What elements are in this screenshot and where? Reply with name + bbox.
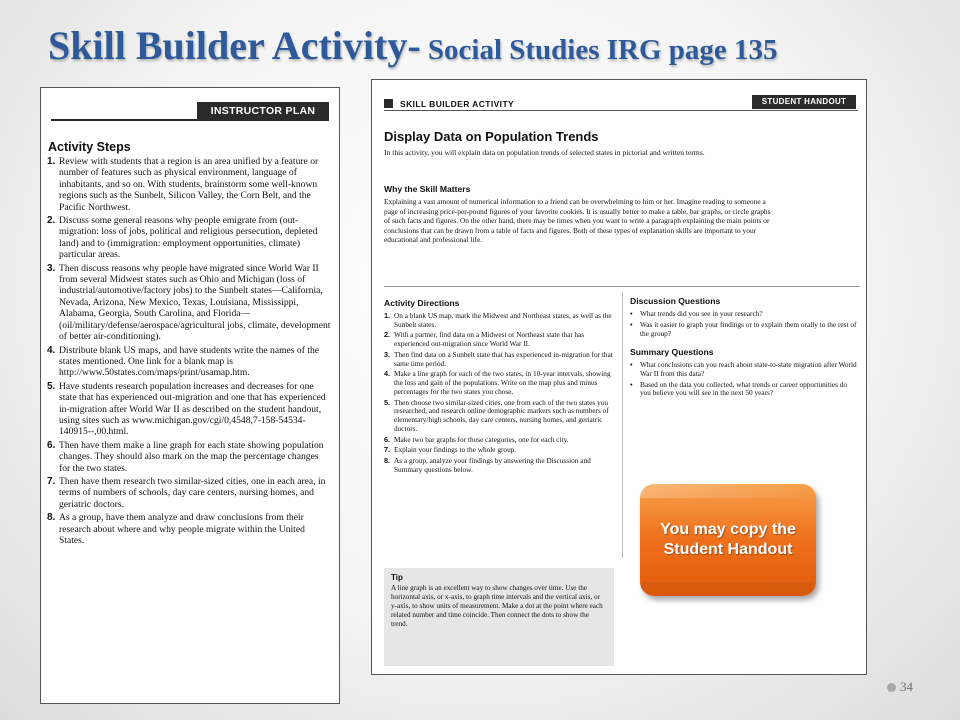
- slide-number: 34: [900, 679, 913, 694]
- discussion-list: [630, 310, 858, 339]
- summary-question: [630, 361, 858, 379]
- activity-step-number: 1.: [47, 156, 56, 167]
- activity-step-number: 3.: [47, 262, 56, 274]
- why-skill-heading: Why the Skill Matters: [384, 184, 471, 194]
- student-handout-tag: STUDENT HANDOUT: [752, 95, 856, 109]
- direction-item: [384, 312, 616, 330]
- direction-item-number: 5.: [384, 397, 391, 407]
- handout-rule: [384, 110, 858, 111]
- directions-column: [384, 298, 616, 476]
- handout-title: Display Data on Population Trends: [384, 129, 599, 144]
- why-skill-text: Explaining a vast amount of numerical information to a friend can be overwhelming to him or her. Imagine reading to someone a page of increasing price-per-pound figures of your favorite cookies. It is usually better to make a table, bar graphs, or circle graphs of such facts and figures. On the other hand, there may be times when you want to write a paragraph explaining the main points or conclusions that can be drawn from a table of facts and figures. Both of these types of explanation skills are important to your educational and professional life.: [384, 197, 771, 245]
- activity-step-text: Discuss some general reasons why people emigrate from (out-migration: loss of jobs, political and religious persecution, depleted land) and to (immigration: employment opportunities, climate) particular areas.: [59, 215, 318, 261]
- direction-item-text: Explain your findings to the whole group.: [394, 445, 517, 455]
- activity-step-number: 5.: [47, 380, 56, 392]
- bullet-icon: •: [630, 319, 633, 329]
- questions-column: [630, 296, 858, 400]
- direction-item-number: 7.: [384, 445, 391, 455]
- direction-item-text: Make two bar graphs for those categories, one for each city.: [394, 434, 569, 444]
- summary-heading: Summary Questions: [630, 346, 714, 357]
- activity-step-text: Distribute blank US maps, and have students write the names of the states mentioned. One link for a blank map is http://www.50states.com/maps/print/usamap.htm.: [59, 344, 320, 379]
- handout-header-label: SKILL BUILDER ACTIVITY: [400, 99, 515, 109]
- direction-item: [384, 399, 616, 435]
- direction-item: [384, 370, 616, 397]
- activity-step-number: 7.: [47, 475, 56, 487]
- activity-step: [47, 263, 331, 343]
- direction-item-number: 6.: [384, 434, 391, 444]
- direction-item-text: Make a line graph for each of the two states, in 10-year intervals, showing the loss and gain of the populations. Write on the map plus and minus percentages for the two states you chose.: [394, 369, 611, 397]
- header-square-icon: [384, 99, 393, 108]
- slide-title: [48, 22, 948, 72]
- bullet-icon: •: [630, 309, 633, 318]
- direction-item: [384, 351, 616, 369]
- activity-step: [47, 512, 331, 546]
- instructor-plan-tag: INSTRUCTOR PLAN: [197, 102, 329, 120]
- tip-box: [384, 568, 614, 666]
- bullet-icon: •: [630, 379, 633, 389]
- activity-step: [47, 381, 331, 438]
- activity-step-number: 6.: [47, 439, 56, 451]
- discussion-question-text: What trends did you see in your research?: [640, 309, 763, 318]
- activity-step-text: Then have them make a line graph for each state showing population changes. They should also mark on the map the percentage changes for the two states.: [59, 439, 324, 474]
- instructor-plan-rule: [51, 119, 329, 121]
- activity-step-text: Review with students that a region is an area unified by a feature or number of features such as physical environment, language of inhabitants, and so on. With students, brainstorm some well-known regions such as the Sunbelt, Silicon Valley, the Corn Belt, and the Pacific Northwest.: [59, 156, 319, 213]
- directions-list: [384, 312, 616, 475]
- direction-item-text: As a group, analyze your findings by answering the Discussion and Summary questions below.: [394, 455, 591, 474]
- slide-title-sub: Social Studies IRG page 135: [420, 34, 778, 66]
- summary-list: [630, 361, 858, 399]
- discussion-question-text: Was it easier to graph your findings or to explain them orally to the rest of the group?: [640, 319, 857, 338]
- activity-step: [47, 345, 331, 379]
- summary-question-text: Based on the data you collected, what trends or career opportunities do you believe you will see in the next 50 years?: [640, 379, 848, 398]
- instructor-plan-page: [40, 87, 340, 704]
- activity-step-text: Then have them research two similar-sized cities, one in each area, in terms of numbers of schools, day care centers, nursing homes, and geriatric doctors.: [59, 475, 326, 510]
- activity-step-text: Then discuss reasons why people have migrated since World War II from several Midwest states such as Ohio and Michigan (loss of industrial/automotive/factory jobs) to the Sunbelt states—California, Nevada, Arizona, New Mexico, Texas, Louisiana, Mississippi, Alabama, Georgia, South Carolina, and Florida—(oil/military/defense/aerospace/agricultural jobs, climate, development of better air-conditioning).: [59, 262, 331, 343]
- discussion-question: [630, 321, 858, 339]
- handout-intro: In this activity, you will explain data on population trends of selected states in pictorial and written terms.: [384, 148, 705, 157]
- direction-item: [384, 446, 616, 455]
- activity-step-text: Have students research population increases and decreases for one state that has experienced out-migration and one that has experienced in-migration after World War II as described on the student handout, using sites such as www.michigan.gov/cgi/0,4548,7-158-54534-140915--,00.html.: [59, 380, 326, 438]
- tip-heading: Tip: [391, 573, 403, 582]
- direction-item: [384, 331, 616, 349]
- summary-question: [630, 381, 858, 399]
- activity-steps-list: [47, 156, 331, 548]
- activity-step: [47, 215, 331, 261]
- callout-text: You may copy the Student Handout: [660, 521, 796, 558]
- direction-item-text: Then find data on a Sunbelt state that has experienced in-migration for that same time period.: [394, 349, 613, 368]
- direction-item: [384, 436, 616, 445]
- direction-item-number: 8.: [384, 455, 391, 465]
- direction-item-number: 4.: [384, 369, 391, 379]
- activity-step-number: 4.: [47, 344, 56, 356]
- summary-question-text: What conclusions can you reach about state-to-state migration after World War II from this data?: [640, 359, 857, 378]
- direction-item-number: 3.: [384, 349, 391, 359]
- activity-step: [47, 156, 331, 213]
- direction-item-text: On a blank US map, mark the Midwest and Northeast states, as well as the Sunbelt states.: [394, 311, 612, 329]
- activity-step-number: 8.: [47, 512, 56, 524]
- column-divider: [622, 292, 623, 558]
- bullet-icon: •: [630, 359, 633, 369]
- activity-step-number: 2.: [47, 215, 56, 227]
- tip-text: A line graph is an excellent way to show changes over time. Use the horizontal axis, or x-axis, to graph time intervals and the vertical axis, or y-axis, to show units of measurement. Make a dot at the point where each related number and time coincide. Then connect the dots to show the trend.: [391, 584, 603, 628]
- discussion-heading: Discussion Questions: [630, 296, 721, 306]
- direction-item-number: 2.: [384, 330, 391, 340]
- activity-step: [47, 440, 331, 474]
- direction-item-text: With a partner, find data on a Midwest or Northeast state that has experienced out-migration since World War II.: [394, 330, 585, 349]
- activity-steps-heading: Activity Steps: [48, 140, 131, 154]
- direction-item: [384, 457, 616, 475]
- activity-step: [47, 476, 331, 510]
- direction-item-number: 1.: [384, 311, 391, 320]
- slide-title-main: Skill Builder Activity-: [48, 23, 421, 68]
- directions-heading: Activity Directions: [384, 298, 460, 308]
- copy-handout-callout: [640, 484, 816, 596]
- slide-number-dot: [887, 683, 896, 692]
- section-divider: [384, 286, 860, 287]
- activity-step-text: As a group, have them analyze and draw conclusions from their research about where and why people migrate within the United States.: [59, 512, 305, 546]
- discussion-question: [630, 310, 858, 319]
- direction-item-text: Then choose two similar-sized cities, one from each of the two states you researched, and research online demographic markers such as numbers of elementary/high schools, day care centers, nursing homes, and geriatric doctors.: [394, 397, 609, 434]
